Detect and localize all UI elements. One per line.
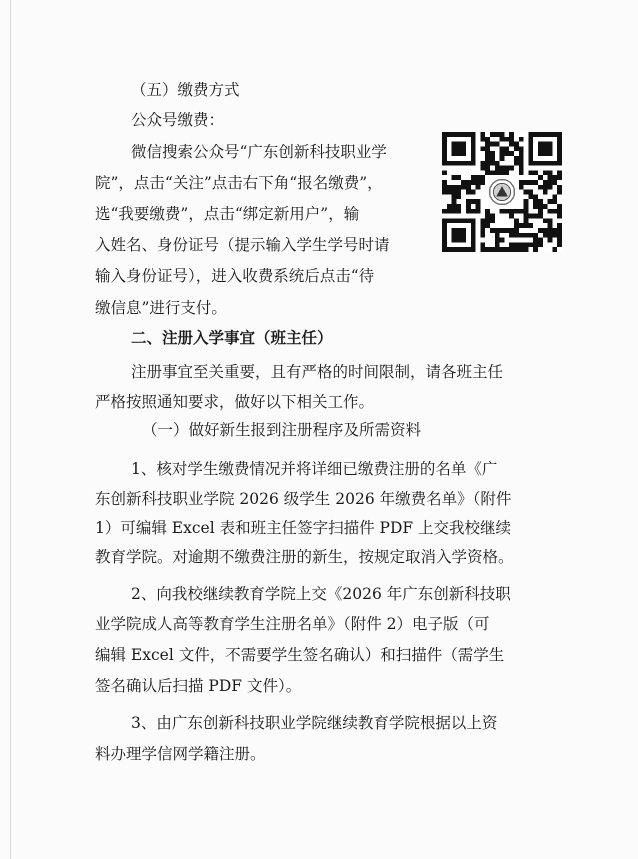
item2-line-3: 编辑 Excel 文件，不需要学生签名确认）和扫描件（需学生 — [95, 646, 505, 664]
item1-line-4: 教育学院。对逾期不缴费注册的新生，按规定取消入学资格。 — [95, 548, 514, 566]
registration-intro-2: 严格按照通知要求，做好以下相关工作。 — [95, 393, 375, 411]
payment-subheading: 公众号缴费： — [131, 111, 225, 129]
payment-line-5: 输入身份证号），进入收费系统后点击“待 — [95, 267, 375, 285]
page-edge — [10, 0, 11, 859]
section-heading-payment-method: （五）缴费方式 — [131, 81, 240, 99]
payment-line-6: 缴信息”进行支付。 — [95, 299, 227, 317]
section-heading-registration: 二、注册入学事宜（班主任） — [131, 328, 333, 347]
item1-line-2: 东创新科技职业学院 2026 级学生 2026 年缴费名单》（附件 — [95, 490, 512, 508]
payment-line-3: 选“我要缴费”，点击“绑定新用户”，输 — [95, 205, 360, 223]
registration-intro-1: 注册事宜至关重要，且有严格的时间限制，请各班主任 — [131, 363, 504, 381]
payment-line-2: 院”，点击“关注”点击右下角“报名缴费”， — [95, 174, 383, 192]
item3-line-1: 3、由广东创新科技职业学院继续教育学院根据以上资 — [131, 714, 498, 732]
item2-line-1: 2、向我校继续教育学院上交《2026 年广东创新科技职 — [131, 585, 511, 603]
item2-line-2: 业学院成人高等教育学生注册名单》（附件 2）电子版（可 — [95, 615, 490, 633]
payment-line-1: 微信搜索公众号“广东创新科技职业学 — [131, 143, 387, 161]
item2-line-4: 签名确认后扫描 PDF 文件）。 — [95, 677, 302, 695]
qr-code-icon — [442, 132, 562, 252]
item3-line-2: 料办理学信网学籍注册。 — [95, 745, 266, 763]
item1-line-3: 1）可编辑 Excel 表和班主任签字扫描件 PDF 上交我校继续 — [95, 519, 512, 537]
subheading-registration-procedure: （一）做好新生报到注册程序及所需资料 — [142, 421, 422, 439]
payment-line-4: 入姓名、身份证号（提示输入学生学号时请 — [95, 236, 390, 254]
item1-line-1: 1、核对学生缴费情况并将详细已缴费注册的名单《广 — [131, 460, 498, 478]
